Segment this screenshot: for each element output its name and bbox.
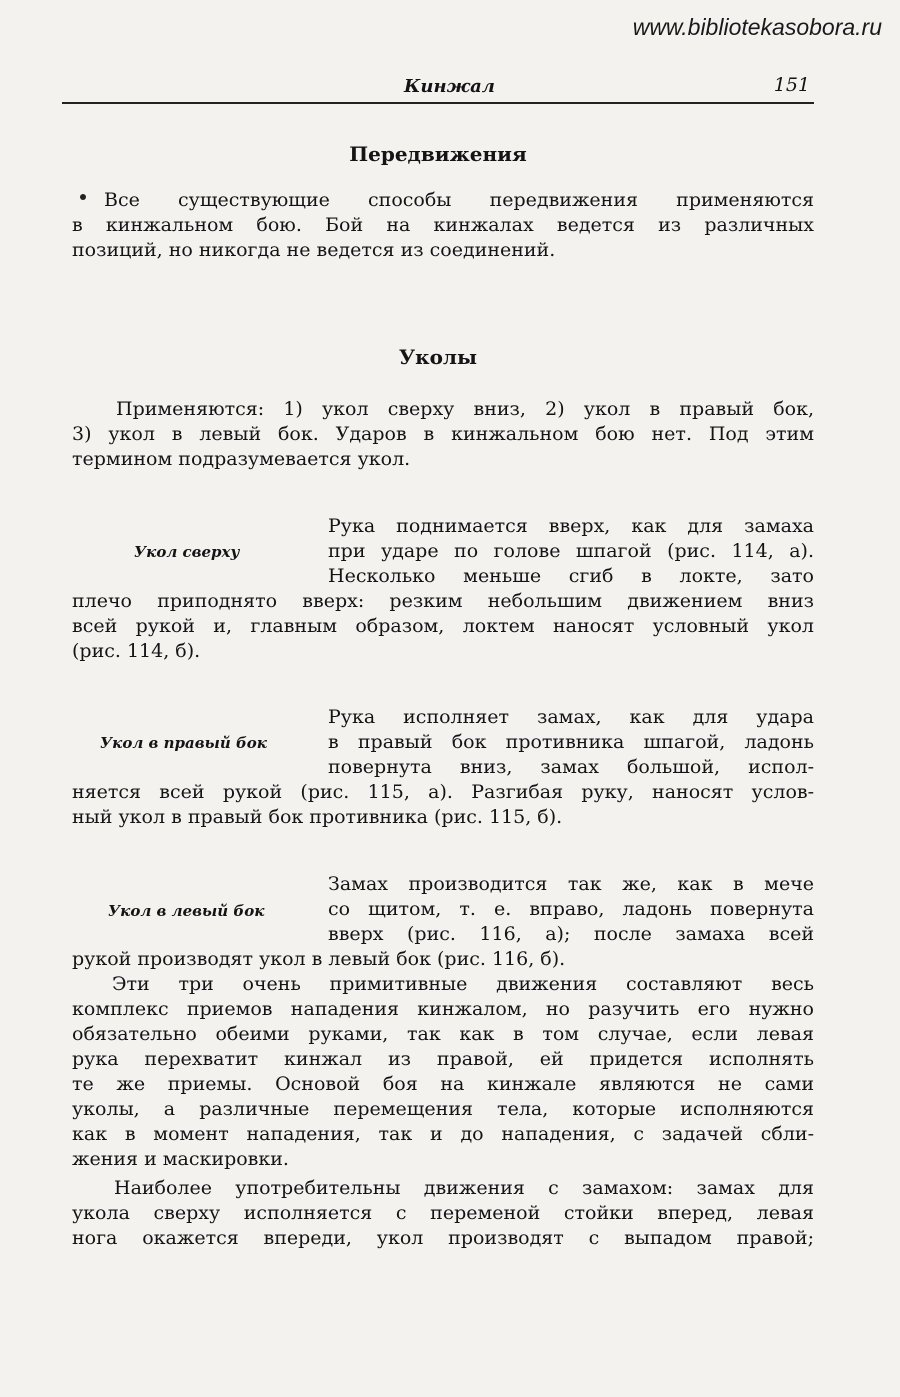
text-line: вверх (рис. 116, а); после замаха всей [328,923,814,945]
text-line: в правый бок противника шпагой, ладонь [328,731,814,753]
bullet-mark [80,194,86,200]
text-line: Применяются: 1) укол сверху вниз, 2) укол в правый бок, [116,398,814,420]
running-head [62,72,814,104]
site-watermark: www.bibliotekasobora.ru [632,14,882,40]
text-line: Замах производится так же, как в мече [328,873,814,895]
text-line: Все существующие способы передвижения применяются [104,189,814,211]
thrusts-intro [72,422,814,472]
text-line: нога окажется впереди, укол производят с выпадом правой; [72,1227,814,1249]
text-line: при ударе по голове шпагой (рис. 114, а). [328,540,814,562]
summary-paragraph-first [112,972,814,997]
side-label-right-thrust: Укол в правый бок [100,734,267,752]
text-line: повернута вниз, замах большой, испол- [328,756,814,778]
right-thrust-side-text [328,705,814,780]
summary-paragraph [72,997,814,1172]
running-title: Кинжал [404,76,495,97]
movement-paragraph [104,188,814,213]
text-line: в кинжальном бою. Бой на кинжалах ведется из различных [72,214,814,236]
text-line: ный укол в правый бок противника (рис. 115, б). [72,806,563,828]
final-paragraph-first [114,1176,814,1201]
side-label-left-thrust: Укол в левый бок [108,902,265,920]
side-label-top-thrust: Укол сверху [134,543,240,561]
thrusts-intro-first [116,397,814,422]
text-line: Рука исполняет замах, как для удара [328,706,814,728]
text-line: Эти три очень примитивные движения составляют весь [112,973,814,995]
left-thrust-text [72,947,814,972]
text-line: со щитом, т. е. вправо, ладонь повернута [328,898,814,920]
text-line: термином подразумевается укол. [72,448,411,470]
left-thrust-side-text [328,872,814,947]
movement-paragraph-cont [72,213,814,263]
text-line: Наиболее употребительны движения с замахом: замах для [114,1177,814,1199]
top-thrust-side-text [328,514,814,589]
text-line: няется всей рукой (рис. 115, а). Разгибая руку, наносят услов- [72,781,814,803]
final-paragraph [72,1201,814,1251]
text-line: обязательно обеими руками, так как в том случае, если левая [72,1023,814,1045]
text-line: рукой производят укол в левый бок (рис. 116, б). [72,948,566,970]
section-title-movement: Передвижения [349,142,527,166]
text-line: 3) укол в левый бок. Ударов в кинжальном бою нет. Под этим [72,423,814,445]
text-line: Несколько меньше сгиб в локте, зато [328,565,814,587]
right-thrust-text [72,780,814,830]
text-line: (рис. 114, б). [72,640,201,662]
text-line: плечо приподнято вверх: резким небольшим движением вниз [72,590,814,612]
text-line: как в момент нападения, так и до нападения, с задачей сбли- [72,1123,814,1145]
text-line: Рука поднимается вверх, как для замаха [328,515,814,537]
text-line: комплекс приемов нападения кинжалом, но разучить его нужно [72,998,814,1020]
text-line: те же приемы. Основой боя на кинжале являются не сами [72,1073,814,1095]
text-line: позиций, но никогда не ведется из соединений. [72,239,556,261]
page-number: 151 [773,74,810,96]
section-title-thrusts: Уколы [398,345,478,369]
text-line: всей рукой и, главным образом, локтем наносят условный укол [72,615,814,637]
top-thrust-text [72,589,814,664]
text-line: жения и маскировки. [72,1148,289,1170]
text-line: рука перехватит кинжал из правой, ей придется исполнять [72,1048,814,1070]
text-line: уколы, а различные перемещения тела, которые исполняются [72,1098,814,1120]
text-line: укола сверху исполняется с переменой стойки вперед, левая [72,1202,814,1224]
